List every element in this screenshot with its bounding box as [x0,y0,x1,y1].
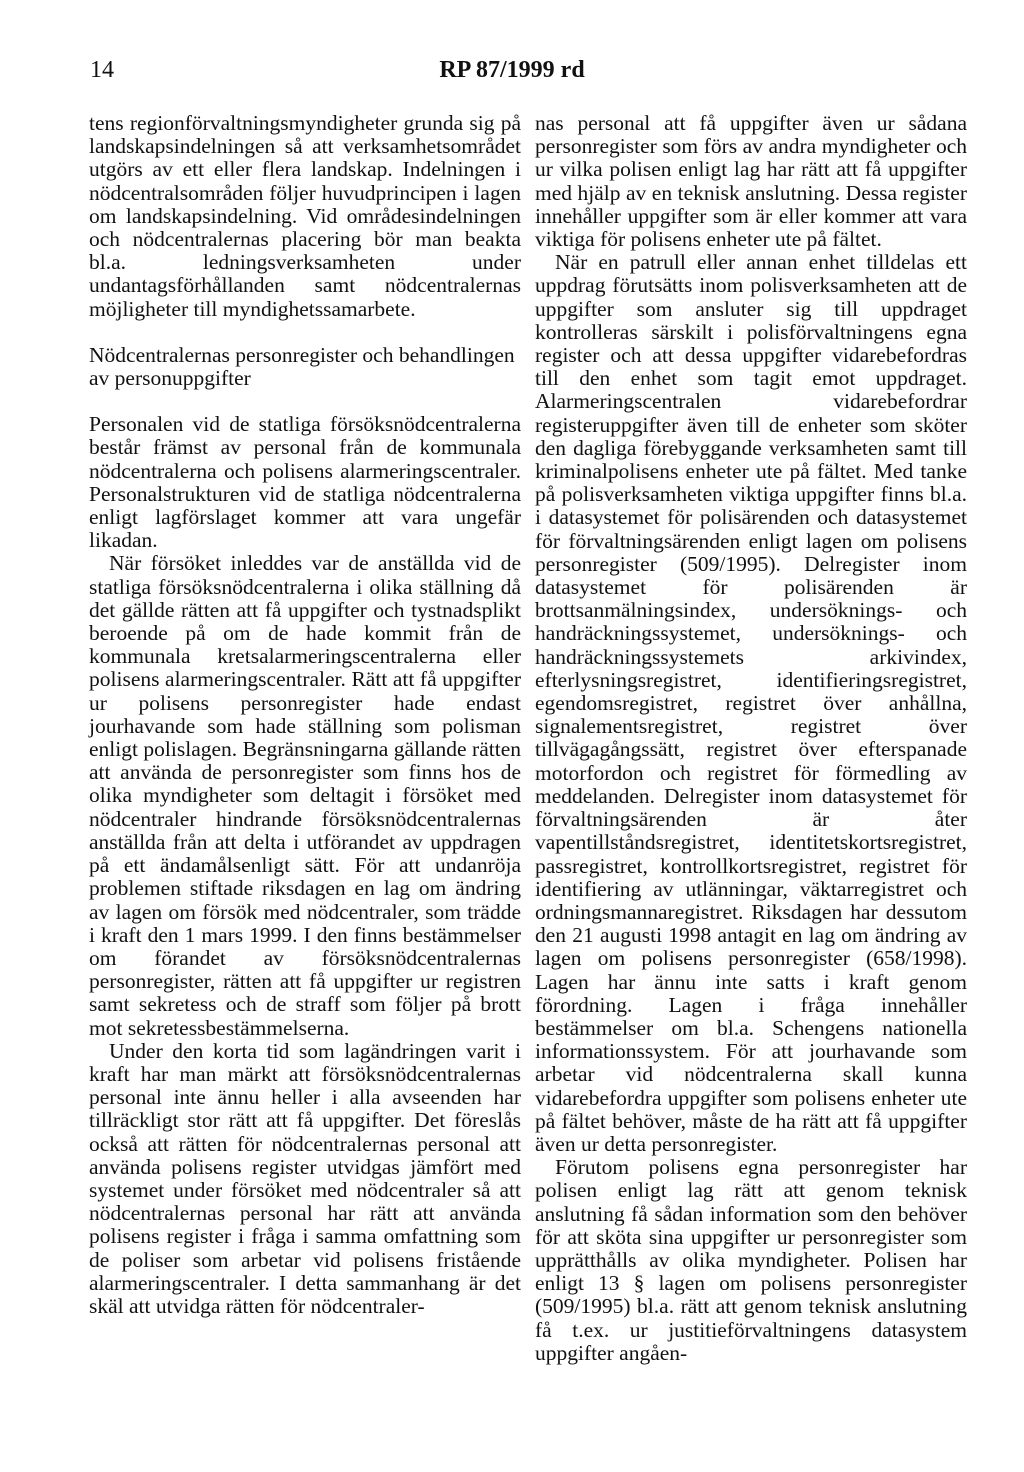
document-reference: RP 87/1999 rd [439,57,585,83]
right-column [535,112,967,1365]
left-column [89,112,521,1318]
left-paragraph-2: Personalen vid de statliga försöksnödcentralerna består främst av personal från de kommunala nödcentralerna och polisens alarmeringscentraler. Personalstrukturen vid de statliga nödcentralerna enligt lagförslaget kommer att vara ungefär likadan. [89,412,521,553]
left-paragraph-4: Under den korta tid som lagändringen varit i kraft har man märkt att försöksnödcentralernas personal inte ännu heller i alla avseenden har tillräckligt stor rätt att få uppgifter. Det föreslås också att rätten för nödcentralernas personal att använda polisens register utvidgas jämfört med systemet under försöket med nödcentraler så att nödcentralernas personal har rätt att använda polisens register i fråga i samma omfattning som de poliser som arbetar vid polisens fristående alarmeringscentraler. I detta sammanhang är det skäl att utvidga rätten för nödcentraler- [89,1038,521,1318]
section-heading: Nödcentralernas personregister och behandlingen av personuppgifter [89,342,515,391]
right-paragraph-2: När en patrull eller annan enhet tilldelas ett uppdrag förutsätts inom polisverksamheten att de uppgifter som ansluter sig till uppdraget kontrolleras särskilt i polisförvaltningens egna register och att dessa uppgifter vidarebefordras till den enhet som tagit emot uppdraget. Alarmeringscentralen vidarebefordrar registeruppgifter även till de enheter som sköter den dagliga förebyggande verksamheten samt till kriminalpolisens enheter ute på fältet. Med tanke på polisverksamheten viktiga uppgifter finns bl.a. i datasystemet för polisärenden och datasystemet för förvaltningsärenden enligt lagen om polisens personregister (509/1995). Delregister inom datasystemet för polisärenden är brottsanmälningsindex, undersöknings- och handräckningssystemet, undersöknings- och handräckningssystemets arkivindex, efterlysningsregistret, identifieringsregistret, egendomsregistret, registret över anhållna, signalementsregistret, registret över tillvägagångssätt, registret över efterspanade motorfordon och registret för förmedling av meddelanden. Delregister inom datasystemet för förvaltningsärenden är åter vapentillståndsregistret, identitetskortsregistret, passregistret, kontrollkortsregistret, registret för identifiering av utlänningar, väktarregistret och ordningsmannaregistret. Riksdagen har dessutom den 21 augusti 1998 antagit en lag om ändring av lagen om polisens personregister (658/1998). Lagen har ännu inte satts i kraft genom förordning. Lagen i fråga innehåller bestämmelser om bl.a. Schengens nationella informationssystem. För att jourhavande som arbetar vid nödcentralerna skall kunna vidarebefordra uppgifter som polisens enheter ute på fältet behöver, måste de ha rätt att få uppgifter även ur detta personregister. [535,250,967,1156]
right-paragraph-1: nas personal att få uppgifter även ur sådana personregister som förs av andra myndigheter och ur vilka polisen enligt lag har rätt att få uppgifter med hjälp av en teknisk anslutning. Dessa register innehåller uppgifter som är eller kommer att vara viktiga för polisens enheter ute på fältet. [535,111,967,252]
left-paragraph-1: tens regionförvaltningsmyndigheter grunda sig på landskapsindelningen så att verksamhetsområdet utgörs av ett eller flera landskap. Indelningen i nödcentralsområden följer huvudprincipen i lagen om landskapsindelning. Vid områdesindelningen och nödcentralernas placering bör man beakta bl.a. ledningsverksamheten under undantagsförhållanden samt nödcentralernas möjligheter till myndighetssamarbete. [89,111,521,321]
page-number: 14 [90,57,114,83]
left-paragraph-3: När försöket inleddes var de anställda vid de statliga försöksnödcentralerna i olika ställning då det gällde rätten att få uppgifter och tystnadsplikt beroende på om de hade kommit från de kommunala kretsalarmeringscentralerna eller polisens alarmeringscentraler. Rätt att få uppgifter ur polisens personregister hade endast jourhavande som hade ställning som polisman enligt polislagen. Begränsningarna gällande rätten att använda de personregister som finns hos de olika myndigheter som deltagit i försöket med nödcentraler hindrande försöksnödcentralernas anställda från att delta i utförandet av uppdragen på ett ändamålsenligt sätt. För att undanröja problemen stiftade riksdagen en lag om ändring av lagen om försök med nödcentraler, som trädde i kraft den 1 mars 1999. I den finns bestämmelser om förandet av försöksnödcentralernas personregister, rätten att få uppgifter ur registren samt sekretess och de straff som följer på brott mot sekretessbestämmelserna. [89,551,521,1040]
right-paragraph-3: Förutom polisens egna personregister har polisen enligt lag rätt att genom teknisk anslutning få sådan information som den behöver för att sköta sina uppgifter ur personregister som upprätthålls av olika myndigheter. Polisen har enligt 13 § lagen om polisens personregister (509/1995) bl.a. rätt att genom teknisk anslutning få t.ex. ur justitieförvaltningens datasystem uppgifter angåen- [535,1155,967,1365]
